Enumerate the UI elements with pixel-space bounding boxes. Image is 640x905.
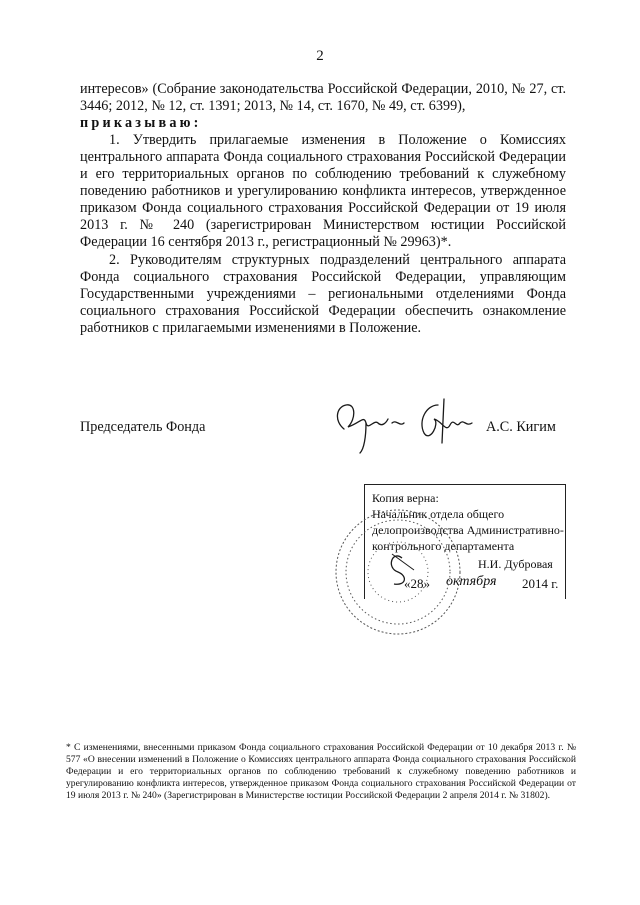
document-body xyxy=(80,81,566,337)
signatory-name: А.С. Кигим xyxy=(486,419,556,435)
order-item-1: 1. Утвердить прилагаемые изменения в Положение о Комиссиях центрального аппарата Фонда социального страхования Российской Федерации и его территориальных органов по соблюдению требований к служебному поведению работников и урегулированию конфликта интересов, утвержденное приказом Фонда социального страхования Российской Федерации от 19 июля 2013 г. № 240 (зарегистрирован Министерством юстиции Российской Федерации 16 сентября 2013 г., регистрационный № 29963)*. xyxy=(80,132,566,250)
cert-date-year: 2014 г. xyxy=(522,576,559,591)
cert-line-4: контрольного департамента xyxy=(372,539,515,553)
round-seal xyxy=(332,506,464,638)
cert-line-3: делопроизводства Административно- xyxy=(372,523,564,537)
handwritten-signature xyxy=(330,393,480,457)
order-item-2: 2. Руководителям структурных подразделений центрального аппарата Фонда социального страхования Российской Федерации, управляющим Государственными учреждениями – региональными отделениями Фонда социального страхования Российской Федерации обеспечить ознакомление работников с прилагаемыми изменениями в Положение. xyxy=(80,252,566,336)
signatory-position: Председатель Фонда xyxy=(80,419,206,435)
intro-paragraph: интересов» (Собрание законодательства Российской Федерации, 2010, № 27, ст. 3446; 2012, № 12, ст. 1391; 2013, № 14, ст. 1670, № 49, ст. 6399), xyxy=(80,81,566,114)
cert-date-day: «28» xyxy=(404,576,430,591)
cert-date-month: октября xyxy=(446,574,497,589)
cert-name: Н.И. Дубровая xyxy=(478,557,553,571)
order-word: приказываю: xyxy=(80,115,202,131)
cert-line-2: Начальник отдела общего xyxy=(372,507,505,521)
footnote: * С изменениями, внесенными приказом Фонда социального страхования Российской Федерации от 10 декабря 2013 г. № 577 «О внесении изменений в Положение о Комиссиях центрального аппарата Фонда социального страхования Российской Федерации и его территориальных органов по соблюдению требований к служебному поведению работников и урегулированию конфликта интересов, утвержденное приказом Фонда социального страхования Российской Федерации от 19 июля 2013 г. № 240» (Зарегистрирован в Министерстве юстиции Российской Федерации 2 апреля 2014 г. № 31802). xyxy=(66,742,576,801)
page-number: 2 xyxy=(316,48,324,64)
cert-line-1: Копия верна: xyxy=(372,491,439,505)
